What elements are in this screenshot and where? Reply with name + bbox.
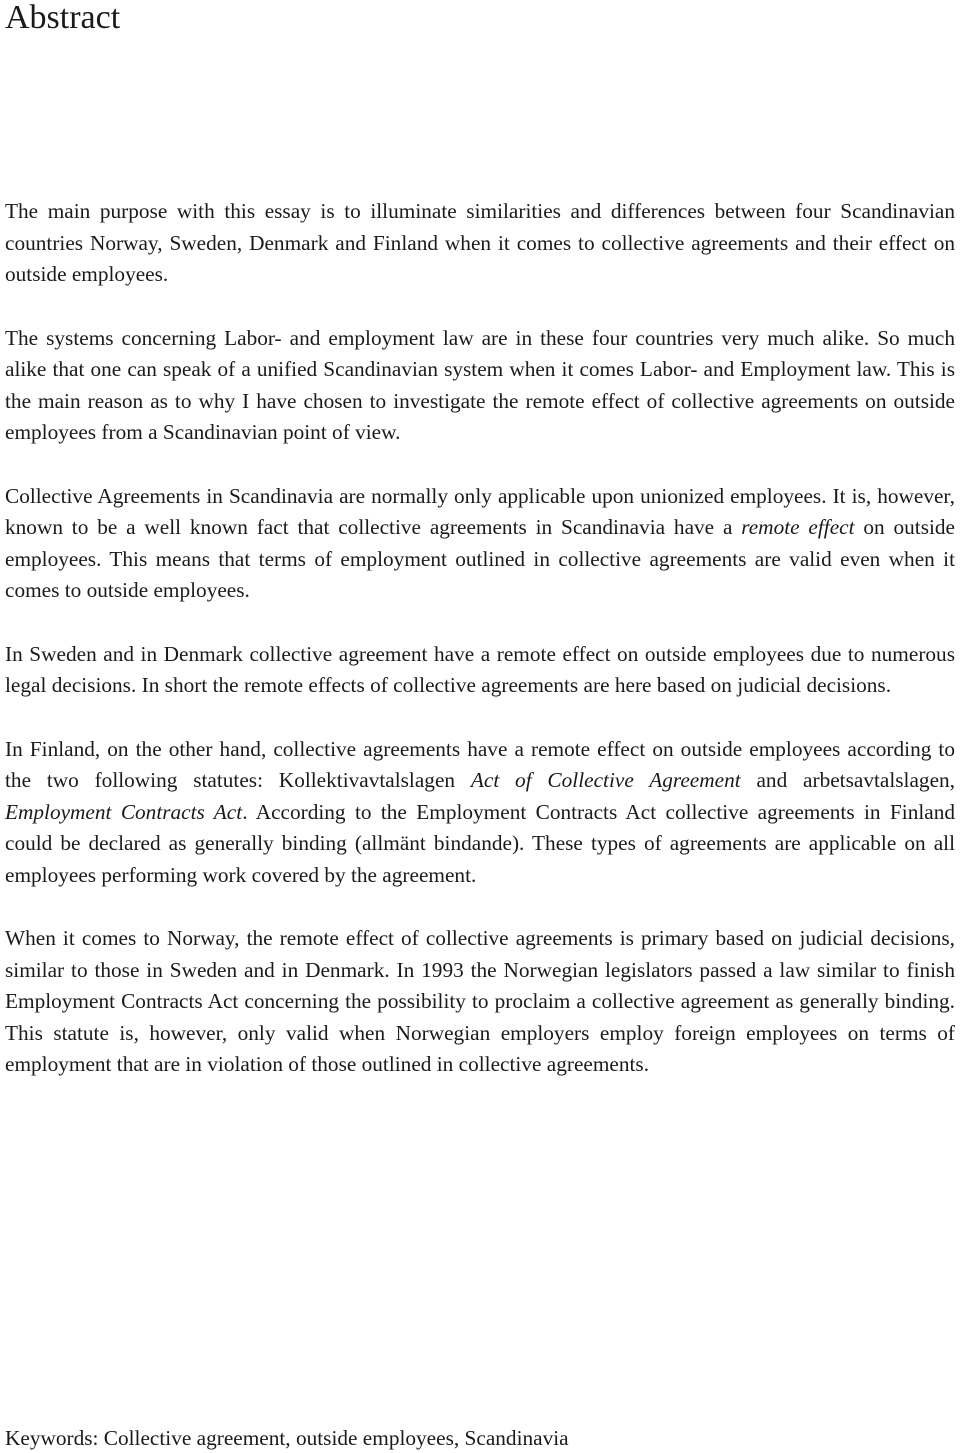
emphasis-employment-contracts-act: Employment Contracts Act — [5, 799, 243, 824]
paragraph-finland — [5, 734, 955, 892]
paragraph-text: and arbetsavtalslagen, — [740, 768, 955, 792]
paragraph-purpose: The main purpose with this essay is to illuminate similarities and differences between four Scandinavian countries Norway, Sweden, Denmark and Finland when it comes to collective agreements and their effect on outside employees. — [5, 199, 955, 286]
paragraph-collective-agreements — [5, 481, 955, 607]
paragraph-text: . According to the Employment Contracts Act collective agreements in Finland could be declared as generally binding (allmänt bindande). These types of agreements are applicable on all employees performing work covered by the agreement. — [5, 799, 956, 887]
paragraph-text: In Finland, on the other hand, collective agreements have a remote effect on outside employees according to the two following statutes: Kollektivavtalslagen — [5, 736, 955, 792]
page-title: Abstract — [5, 0, 121, 36]
paragraph-text: on outside employees. This means that terms of employment outlined in collective agreements are valid even when it comes to outside employees. — [5, 515, 956, 602]
paragraph-norway: When it comes to Norway, the remote effect of collective agreements is primary based on judicial decisions, similar to those in Sweden and in Denmark. In 1993 the Norwegian legislators passed a law similar to finish Employment Contracts Act concerning the possibility to proclaim a collective agreement as generally binding. This statute is, however, only valid when Norwegian employers employ foreign employees on terms of employment that are in violation of those outlined in collective agreements. — [5, 926, 955, 1076]
keywords-line: Keywords: Collective agreement, outside employees, Scandinavia — [5, 1426, 569, 1450]
paragraph-text: Collective Agreements in Scandinavia are normally only applicable upon unionized employees. It is, however, known to be a well known fact that collective agreements in Scandinavia have a — [5, 483, 955, 539]
emphasis-act-of-collective-agreement: Act of Collective Agreement — [470, 768, 741, 792]
abstract-body — [5, 196, 955, 1113]
paragraph-sweden-denmark: In Sweden and in Denmark collective agreement have a remote effect on outside employees due to numerous legal decisions. In short the remote effects of collective agreements are here based on judicial decisions. — [5, 641, 955, 697]
emphasis-remote-effect: remote effect — [741, 515, 855, 539]
paragraph-systems: The systems concerning Labor- and employment law are in these four countries very much alike. So much alike that one can speak of a unified Scandinavian system when it comes Labor- and Employment law. This is the main reason as to why I have chosen to investigate the remote effect of collective agreements on outside employees from a Scandinavian point of view. — [5, 325, 955, 444]
